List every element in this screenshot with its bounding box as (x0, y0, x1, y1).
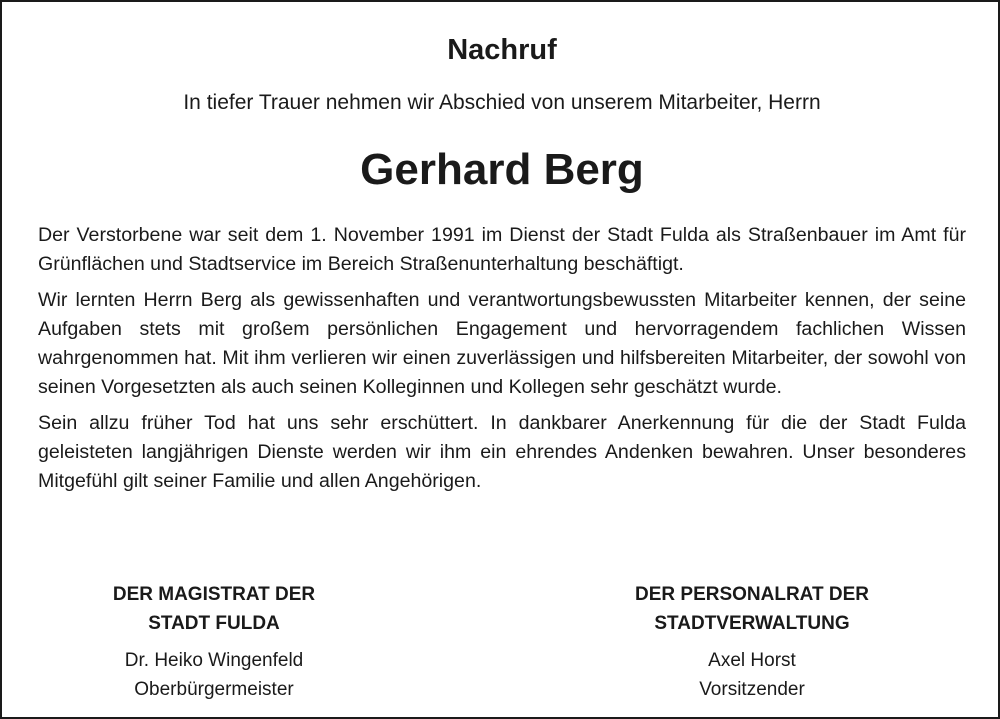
paragraph-character: Wir lernten Herrn Berg als gewissenhaften und verantwortungsbewussten Mitarbeiter kennen, der seine Aufgaben stets mit großem persönlichen Engagement und hervorragendem fachlichen Wissen wahrgenommen hat. Mit ihm verlieren wir einen zuverlässigen und hilfsbereiten Mitarbeiter, der sowohl von seinen Vorgesetzten als auch seinen Kolleginnen und Kollegen sehr geschätzt wurde. (38, 288, 966, 399)
signature-person: Dr. Heiko Wingenfeld (124, 650, 304, 671)
signature-org-line2: STADTVERWALTUNG (654, 613, 850, 634)
paragraph-condolence: Sein allzu früher Tod hat uns sehr erschüttert. In dankbarer Anerkennung für die der Stadt Fulda geleisteten langjährigen Dienste werden wir ihm ein ehrendes Andenken bewahren. Unser besonderes Mitgefühl gilt seiner Familie und allen Angehörigen. (38, 411, 966, 493)
obituary-body (38, 221, 966, 503)
deceased-name: Gerhard Berg (360, 145, 644, 194)
signature-person: Axel Horst (708, 650, 796, 671)
intro-text: In tiefer Trauer nehmen wir Abschied von unserem Mitarbeiter, Herrn (183, 91, 821, 114)
paragraph-service: Der Verstorbene war seit dem 1. November 1991 im Dienst der Stadt Fulda als Straßenbauer im Amt für Grünflächen und Stadtservice im Bereich Straßenunterhaltung beschäftigt. (38, 224, 966, 276)
signature-magistrat (34, 580, 394, 704)
signature-org-line1: DER MAGISTRAT DER (112, 584, 316, 605)
signature-role: Oberbürgermeister (134, 679, 294, 700)
signature-role: Vorsitzender (699, 679, 805, 700)
signature-org-line2: STADT FULDA (148, 613, 280, 634)
signature-org-line1: DER PERSONALRAT DER (635, 584, 869, 605)
signature-personalrat (572, 580, 932, 704)
page-title: Nachruf (447, 34, 557, 66)
